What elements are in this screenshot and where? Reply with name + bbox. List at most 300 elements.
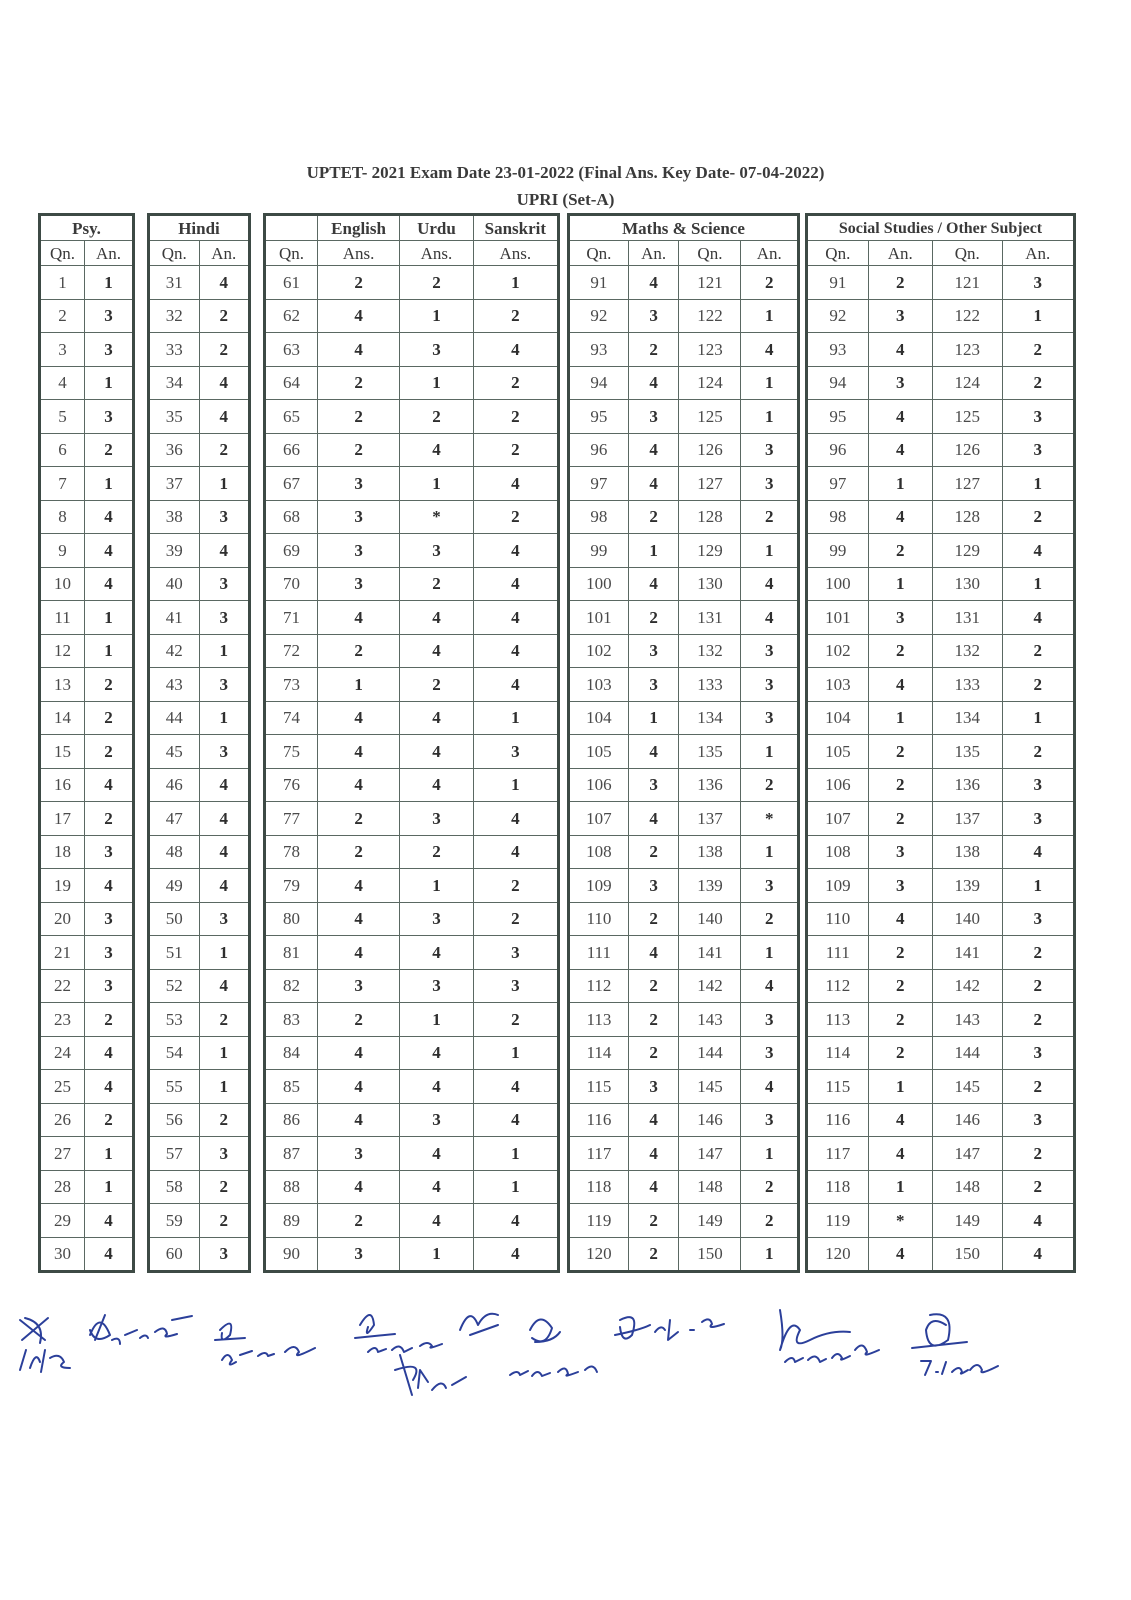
psy-row — [40, 1237, 134, 1272]
hindi-row — [149, 333, 250, 367]
language-cell-q: 90 — [265, 1237, 318, 1272]
ms-cell-a: 2 — [741, 902, 799, 936]
language-row — [265, 433, 559, 467]
ms-cell-a: 2 — [628, 1237, 679, 1272]
hindi-cell-a: 4 — [199, 768, 250, 802]
ms-cell-q: 128 — [679, 500, 741, 534]
language-cell-a: 4 — [473, 634, 558, 668]
ms-cell-a: 3 — [741, 467, 799, 501]
ss-cell-a: 3 — [868, 299, 932, 333]
ss-cell-q: 141 — [932, 936, 1002, 970]
ss-cell-q: 93 — [807, 333, 869, 367]
psy-row — [40, 1070, 134, 1104]
english-ans-header: Ans. — [317, 241, 399, 266]
signature-8 — [912, 1314, 998, 1375]
hindi-row — [149, 1036, 250, 1070]
language-cell-q: 63 — [265, 333, 318, 367]
ss-cell-a: 1 — [868, 1170, 932, 1204]
psy-cell-q: 11 — [40, 601, 85, 635]
language-row — [265, 869, 559, 903]
ss-cell-q: 105 — [807, 735, 869, 769]
ss-cell-q: 114 — [807, 1036, 869, 1070]
psy-cell-a: 4 — [85, 1204, 134, 1238]
ms-row — [569, 266, 799, 300]
psy-cell-a: 1 — [85, 1137, 134, 1171]
language-cell-a: 4 — [317, 601, 399, 635]
psy-cell-q: 12 — [40, 634, 85, 668]
hindi-row — [149, 634, 250, 668]
ss-cell-q: 116 — [807, 1103, 869, 1137]
language-cell-a: 3 — [317, 500, 399, 534]
psy-cell-q: 15 — [40, 735, 85, 769]
hindi-cell-a: 2 — [199, 433, 250, 467]
ss-cell-a: 3 — [868, 835, 932, 869]
hindi-cell-a: 4 — [199, 869, 250, 903]
ms-cell-q: 139 — [679, 869, 741, 903]
psy-cell-a: 1 — [85, 366, 134, 400]
ss-cell-q: 133 — [932, 668, 1002, 702]
psy-cell-a: 3 — [85, 299, 134, 333]
language-cell-a: * — [400, 500, 474, 534]
ms-cell-q: 106 — [569, 768, 629, 802]
language-row — [265, 534, 559, 568]
ms-cell-a: 1 — [741, 299, 799, 333]
hindi-row — [149, 366, 250, 400]
ss-cell-q: 98 — [807, 500, 869, 534]
ss-cell-a: 4 — [868, 668, 932, 702]
psy-row — [40, 802, 134, 836]
ss-cell-q: 142 — [932, 969, 1002, 1003]
hindi-cell-q: 31 — [149, 266, 200, 300]
hindi-title: Hindi — [149, 215, 250, 241]
hindi-row — [149, 936, 250, 970]
psy-cell-q: 19 — [40, 869, 85, 903]
language-cell-a: 2 — [473, 869, 558, 903]
ms-cell-q: 119 — [569, 1204, 629, 1238]
psy-cell-a: 3 — [85, 835, 134, 869]
hindi-cell-a: 2 — [199, 1170, 250, 1204]
ms-row — [569, 500, 799, 534]
ms-cell-q: 146 — [679, 1103, 741, 1137]
ss-cell-a: 2 — [1002, 969, 1074, 1003]
ms-cell-a: 4 — [628, 735, 679, 769]
ss-cell-q: 110 — [807, 902, 869, 936]
ms-cell-a: 4 — [741, 601, 799, 635]
language-cell-a: 4 — [400, 701, 474, 735]
ms-row — [569, 768, 799, 802]
language-row — [265, 1170, 559, 1204]
ss-cell-q: 124 — [932, 366, 1002, 400]
language-cell-q: 76 — [265, 768, 318, 802]
ms-row — [569, 902, 799, 936]
hindi-cell-q: 59 — [149, 1204, 200, 1238]
hindi-cell-a: 3 — [199, 567, 250, 601]
ms-row — [569, 601, 799, 635]
psy-cell-q: 29 — [40, 1204, 85, 1238]
ms-cell-a: 4 — [628, 266, 679, 300]
hindi-row — [149, 433, 250, 467]
ms-an-header-2: An. — [741, 241, 799, 266]
language-cell-a: 3 — [317, 467, 399, 501]
ms-an-header-1: An. — [628, 241, 679, 266]
ss-cell-a: 1 — [1002, 567, 1074, 601]
hindi-cell-a: 4 — [199, 534, 250, 568]
language-cell-a: 4 — [400, 433, 474, 467]
ss-cell-q: 99 — [807, 534, 869, 568]
psy-qn-header: Qn. — [40, 241, 85, 266]
psy-row — [40, 1137, 134, 1171]
hindi-table — [147, 213, 251, 1273]
ss-cell-a: 2 — [868, 634, 932, 668]
ss-cell-a: 2 — [1002, 1137, 1074, 1171]
hindi-row — [149, 1204, 250, 1238]
ms-row — [569, 333, 799, 367]
ss-cell-a: 4 — [1002, 835, 1074, 869]
hindi-cell-a: 3 — [199, 601, 250, 635]
hindi-cell-a: 4 — [199, 366, 250, 400]
psy-row — [40, 936, 134, 970]
psy-cell-q: 2 — [40, 299, 85, 333]
ms-row — [569, 869, 799, 903]
ss-cell-q: 145 — [932, 1070, 1002, 1104]
ss-row — [807, 400, 1075, 434]
ms-cell-q: 116 — [569, 1103, 629, 1137]
ss-an-header-1: An. — [868, 241, 932, 266]
ss-cell-q: 92 — [807, 299, 869, 333]
language-cell-q: 89 — [265, 1204, 318, 1238]
ss-cell-q: 139 — [932, 869, 1002, 903]
psy-row — [40, 467, 134, 501]
hindi-cell-q: 37 — [149, 467, 200, 501]
ss-cell-q: 131 — [932, 601, 1002, 635]
language-cell-q: 75 — [265, 735, 318, 769]
hindi-row — [149, 969, 250, 1003]
signature-6 — [615, 1317, 724, 1340]
language-cell-a: 4 — [317, 1103, 399, 1137]
language-cell-a: 1 — [400, 1237, 474, 1272]
language-cell-a: 2 — [400, 266, 474, 300]
ms-cell-q: 97 — [569, 467, 629, 501]
psy-table — [38, 213, 135, 1273]
ms-cell-q: 121 — [679, 266, 741, 300]
ss-cell-q: 94 — [807, 366, 869, 400]
ss-cell-a: 2 — [1002, 333, 1074, 367]
language-cell-q: 72 — [265, 634, 318, 668]
ms-cell-q: 123 — [679, 333, 741, 367]
ms-row — [569, 1170, 799, 1204]
language-cell-a: 4 — [317, 869, 399, 903]
ss-cell-a: 1 — [1002, 869, 1074, 903]
ss-cell-a: 4 — [868, 333, 932, 367]
language-cell-a: 2 — [473, 902, 558, 936]
language-cell-a: 3 — [317, 567, 399, 601]
psy-rows — [40, 266, 134, 1272]
hindi-row — [149, 400, 250, 434]
ms-cell-a: 3 — [628, 1070, 679, 1104]
ss-cell-q: 140 — [932, 902, 1002, 936]
ms-cell-a: 4 — [628, 366, 679, 400]
hindi-cell-q: 34 — [149, 366, 200, 400]
ms-cell-a: 4 — [741, 1070, 799, 1104]
psy-cell-a: 4 — [85, 869, 134, 903]
psy-cell-q: 22 — [40, 969, 85, 1003]
ms-cell-q: 126 — [679, 433, 741, 467]
ss-cell-q: 100 — [807, 567, 869, 601]
hindi-cell-a: 1 — [199, 701, 250, 735]
ss-row — [807, 333, 1075, 367]
language-cell-q: 82 — [265, 969, 318, 1003]
psy-cell-a: 1 — [85, 601, 134, 635]
psy-cell-q: 9 — [40, 534, 85, 568]
psy-cell-a: 2 — [85, 802, 134, 836]
ss-cell-q: 150 — [932, 1237, 1002, 1272]
hindi-cell-q: 50 — [149, 902, 200, 936]
ss-row — [807, 299, 1075, 333]
ms-cell-q: 110 — [569, 902, 629, 936]
ss-cell-a: 4 — [868, 433, 932, 467]
language-cell-q: 70 — [265, 567, 318, 601]
ms-cell-a: 2 — [628, 1036, 679, 1070]
language-cell-a: 2 — [400, 567, 474, 601]
ms-cell-a: 2 — [628, 969, 679, 1003]
psy-cell-q: 1 — [40, 266, 85, 300]
language-row — [265, 299, 559, 333]
ss-cell-a: 4 — [868, 1237, 932, 1272]
ss-cell-a: 2 — [868, 1036, 932, 1070]
psy-cell-a: 4 — [85, 1070, 134, 1104]
ms-cell-q: 91 — [569, 266, 629, 300]
language-cell-a: 2 — [473, 500, 558, 534]
language-cell-a: 4 — [473, 1103, 558, 1137]
psy-cell-q: 10 — [40, 567, 85, 601]
hindi-cell-q: 46 — [149, 768, 200, 802]
ss-cell-a: 3 — [1002, 1103, 1074, 1137]
ms-row — [569, 1103, 799, 1137]
ss-cell-q: 123 — [932, 333, 1002, 367]
language-cell-a: 2 — [473, 400, 558, 434]
ss-cell-a: 2 — [868, 266, 932, 300]
psy-cell-a: 4 — [85, 500, 134, 534]
language-cell-a: 4 — [473, 534, 558, 568]
ms-cell-a: 3 — [628, 869, 679, 903]
ss-row — [807, 969, 1075, 1003]
hindi-row — [149, 1137, 250, 1171]
ss-cell-a: 2 — [868, 735, 932, 769]
language-row — [265, 668, 559, 702]
psy-cell-a: 2 — [85, 1103, 134, 1137]
language-cell-a: 1 — [400, 467, 474, 501]
ss-cell-q: 111 — [807, 936, 869, 970]
ss-row — [807, 1237, 1075, 1272]
urdu-title: Urdu — [400, 215, 474, 241]
language-cell-a: 4 — [473, 567, 558, 601]
maths-science-table — [567, 213, 800, 1273]
language-row — [265, 835, 559, 869]
language-cell-a: 2 — [400, 835, 474, 869]
ss-cell-q: 119 — [807, 1204, 869, 1238]
psy-cell-a: 3 — [85, 333, 134, 367]
hindi-row — [149, 500, 250, 534]
ss-cell-q: 149 — [932, 1204, 1002, 1238]
document-title: UPTET- 2021 Exam Date 23-01-2022 (Final Ans. Key Date- 07-04-2022) — [306, 163, 825, 182]
psy-row — [40, 768, 134, 802]
language-cell-a: 1 — [473, 1137, 558, 1171]
psy-cell-a: 3 — [85, 400, 134, 434]
ms-cell-q: 136 — [679, 768, 741, 802]
ms-cell-a: 3 — [628, 668, 679, 702]
ms-row — [569, 1137, 799, 1171]
ms-cell-a: 2 — [741, 1204, 799, 1238]
language-cell-a: 3 — [473, 735, 558, 769]
psy-cell-q: 30 — [40, 1237, 85, 1272]
ms-cell-a: 1 — [741, 835, 799, 869]
psy-row — [40, 1036, 134, 1070]
hindi-cell-q: 57 — [149, 1137, 200, 1171]
ss-cell-a: 3 — [1002, 433, 1074, 467]
ms-cell-q: 102 — [569, 634, 629, 668]
ms-cell-a: 3 — [741, 1003, 799, 1037]
ms-cell-a: 2 — [628, 601, 679, 635]
ss-row — [807, 366, 1075, 400]
hindi-cell-q: 41 — [149, 601, 200, 635]
ms-cell-q: 131 — [679, 601, 741, 635]
language-cell-a: 1 — [317, 668, 399, 702]
language-row — [265, 1204, 559, 1238]
ss-cell-q: 129 — [932, 534, 1002, 568]
psy-cell-a: 1 — [85, 1170, 134, 1204]
hindi-an-header: An. — [199, 241, 250, 266]
language-cell-a: 4 — [473, 835, 558, 869]
hindi-cell-a: 3 — [199, 735, 250, 769]
language-row — [265, 1103, 559, 1137]
ss-cell-q: 126 — [932, 433, 1002, 467]
language-cell-q: 78 — [265, 835, 318, 869]
hindi-cell-q: 48 — [149, 835, 200, 869]
ms-cell-a: 2 — [741, 768, 799, 802]
language-cell-a: 4 — [473, 1204, 558, 1238]
ss-cell-a: 2 — [1002, 668, 1074, 702]
psy-cell-q: 5 — [40, 400, 85, 434]
ms-cell-a: 2 — [628, 835, 679, 869]
hindi-cell-q: 53 — [149, 1003, 200, 1037]
hindi-cell-a: 2 — [199, 333, 250, 367]
ss-cell-q: 125 — [932, 400, 1002, 434]
signature-5 — [510, 1319, 597, 1376]
ms-cell-a: 2 — [628, 333, 679, 367]
ss-row — [807, 467, 1075, 501]
ms-cell-q: 109 — [569, 869, 629, 903]
language-cell-a: 2 — [473, 299, 558, 333]
language-cell-q: 61 — [265, 266, 318, 300]
ss-cell-a: 2 — [868, 1003, 932, 1037]
ms-cell-a: 1 — [741, 936, 799, 970]
ms-cell-q: 108 — [569, 835, 629, 869]
language-row — [265, 902, 559, 936]
psy-row — [40, 366, 134, 400]
ss-cell-q: 96 — [807, 433, 869, 467]
hindi-cell-a: 3 — [199, 1237, 250, 1272]
ss-cell-a: 2 — [868, 768, 932, 802]
ss-cell-a: 3 — [868, 366, 932, 400]
ms-cell-a: 2 — [628, 1003, 679, 1037]
hindi-cell-q: 43 — [149, 668, 200, 702]
language-cell-a: 2 — [317, 634, 399, 668]
ms-row — [569, 802, 799, 836]
language-cell-a: 4 — [317, 902, 399, 936]
language-row — [265, 366, 559, 400]
language-cell-q: 68 — [265, 500, 318, 534]
ms-cell-a: 3 — [628, 634, 679, 668]
hindi-cell-q: 52 — [149, 969, 200, 1003]
ms-cell-a: 1 — [741, 1137, 799, 1171]
language-cell-a: 4 — [317, 735, 399, 769]
ss-cell-q: 106 — [807, 768, 869, 802]
ms-cell-a: 3 — [628, 400, 679, 434]
hindi-cell-q: 39 — [149, 534, 200, 568]
ss-cell-a: 2 — [1002, 366, 1074, 400]
ms-cell-a: 4 — [741, 567, 799, 601]
ms-cell-a: 2 — [628, 500, 679, 534]
ms-cell-a: 1 — [741, 366, 799, 400]
language-blank-header — [265, 215, 318, 241]
psy-cell-a: 4 — [85, 567, 134, 601]
ss-cell-q: 118 — [807, 1170, 869, 1204]
ss-cell-a: 1 — [1002, 299, 1074, 333]
ss-cell-a: 2 — [1002, 1070, 1074, 1104]
ss-row — [807, 500, 1075, 534]
psy-row — [40, 567, 134, 601]
language-cell-a: 3 — [473, 969, 558, 1003]
ss-cell-q: 109 — [807, 869, 869, 903]
language-cell-q: 86 — [265, 1103, 318, 1137]
language-cell-a: 3 — [400, 534, 474, 568]
language-row — [265, 601, 559, 635]
ms-cell-q: 147 — [679, 1137, 741, 1171]
ms-cell-a: 2 — [628, 1204, 679, 1238]
hindi-cell-a: 4 — [199, 969, 250, 1003]
signature-4 — [355, 1314, 498, 1395]
ss-cell-a: 1 — [868, 467, 932, 501]
ms-cell-q: 141 — [679, 936, 741, 970]
psy-row — [40, 1103, 134, 1137]
ms-cell-q: 124 — [679, 366, 741, 400]
psy-cell-q: 26 — [40, 1103, 85, 1137]
language-cell-a: 4 — [400, 1070, 474, 1104]
psy-row — [40, 500, 134, 534]
ms-cell-a: 3 — [628, 768, 679, 802]
ms-cell-q: 127 — [679, 467, 741, 501]
ms-cell-q: 115 — [569, 1070, 629, 1104]
hindi-cell-a: 2 — [199, 299, 250, 333]
ss-row — [807, 601, 1075, 635]
language-cell-a: 4 — [400, 936, 474, 970]
psy-cell-a: 3 — [85, 902, 134, 936]
hindi-cell-q: 49 — [149, 869, 200, 903]
psy-cell-q: 8 — [40, 500, 85, 534]
ms-cell-a: 2 — [741, 1170, 799, 1204]
ss-row — [807, 768, 1075, 802]
ss-cell-a: 2 — [1002, 1003, 1074, 1037]
ms-cell-a: 4 — [628, 1170, 679, 1204]
ms-cell-q: 93 — [569, 333, 629, 367]
language-cell-q: 74 — [265, 701, 318, 735]
language-cell-a: 4 — [400, 601, 474, 635]
ss-cell-a: 2 — [868, 936, 932, 970]
language-cell-a: 4 — [473, 668, 558, 702]
ss-cell-q: 107 — [807, 802, 869, 836]
language-row — [265, 400, 559, 434]
ms-cell-q: 120 — [569, 1237, 629, 1272]
